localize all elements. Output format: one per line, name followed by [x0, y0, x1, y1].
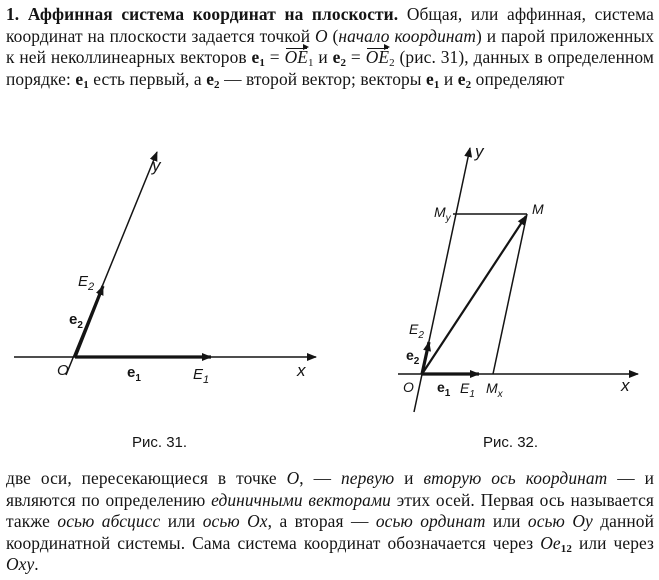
section-number: 1. — [6, 4, 20, 24]
fig31-label-E1: $E_1$ — [193, 366, 210, 386]
vector-OE1: OE — [284, 47, 308, 68]
fig32-label-x: x — [621, 376, 630, 395]
fig32-label-O: O — [403, 379, 414, 395]
vector-OE2: OE — [365, 47, 390, 68]
fig32-label-E1: $E_1$ — [460, 380, 475, 400]
fig32-labels — [403, 142, 630, 400]
fig32-label-My: $M_y$ — [434, 204, 451, 224]
fig32-label-y: y — [475, 142, 484, 161]
fig32-label-e2: $e_2$ — [406, 347, 420, 367]
fig32-caption: Рис. 32. — [483, 434, 539, 451]
top-paragraph: 1. Аффинная система координат на плоскости. Общая, или аффинная, система координат на плоскости задается точкой O (начало координат) и парой приложенных к ней неколлинеарных векторов $e_1 = OE_1$ и $e_2 = OE_2$ (рис. 31), данных в определенном порядке: $e_1$ есть первый, а $e_2$ — второй вектор; векторы $e_1$ и $e_2$ определяют — [6, 4, 654, 91]
fig32-label-Mx: $M_x$ — [486, 380, 503, 400]
fig32-label-M: M — [532, 201, 544, 217]
fig31-label-x: x — [297, 361, 306, 380]
fig31-labels — [57, 156, 306, 386]
section-heading: Аффинная система координат на плоскости. — [27, 4, 399, 24]
fig31-label-E2: $E_2$ — [78, 273, 95, 293]
fig31-label-O: O — [57, 362, 69, 379]
figure-31 — [14, 152, 316, 375]
fig31-label-y: y — [152, 156, 161, 175]
fig31-caption: Рис. 31. — [132, 434, 188, 451]
fig32-line-M-Mx — [493, 214, 527, 374]
fig32-label-e1: $e_1$ — [437, 379, 451, 399]
fig31-label-e1: $e_1$ — [127, 364, 141, 384]
bottom-paragraph: две оси, пересекающиеся в точке O, — первую и вторую ось координат — и являются по определению единичными векторами этих осей. Первая ось называется также осью абсцисс или осью Ox, а вторая — осью ординат или осью Oy данной координатной системы. Сама система координат обозначается через $Oe_{12}$ или через Oxy. — [6, 468, 655, 575]
fig31-label-e2: $e_2$ — [69, 311, 83, 331]
figure-32 — [398, 148, 638, 412]
fig32-label-E2: $E_2$ — [409, 321, 424, 341]
